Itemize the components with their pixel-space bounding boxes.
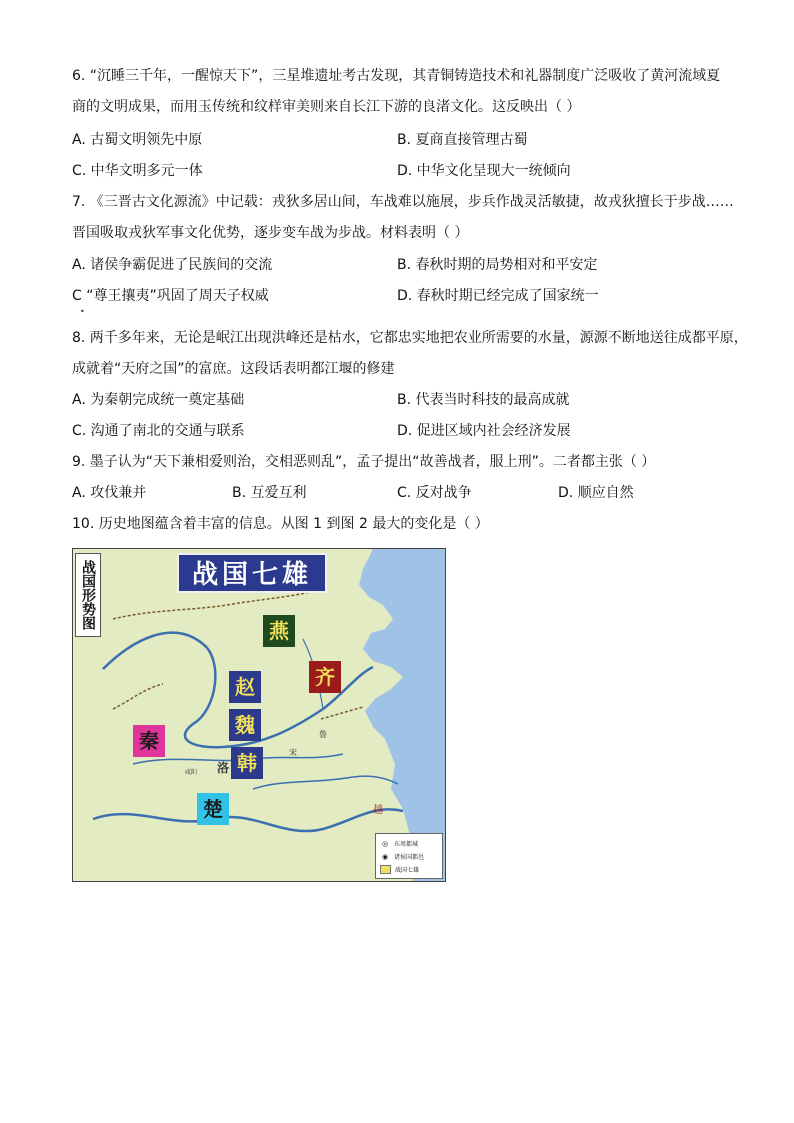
q7-option-d[interactable]: D. 春秋时期已经完成了国家统一 [397, 288, 599, 304]
q8-stem-line-2: 成就着“天府之国”的富庶。这段话表明都江堰的修建 [72, 361, 395, 377]
q6-option-b[interactable]: B. 夏商直接管理古蜀 [397, 132, 528, 148]
q8-option-a[interactable]: A. 为秦朝完成统一奠定基础 [72, 392, 245, 408]
map-side-label: 战国形势图 [75, 553, 101, 637]
state-qin: 秦 [133, 725, 165, 757]
legend-row-city [380, 850, 438, 863]
warring-states-map [72, 548, 446, 882]
q7-option-c[interactable]: C “尊王攘夷”巩固了周天子权威 [72, 288, 269, 304]
states-swatch-icon [380, 865, 391, 874]
legend-label-city: 诸侯国都邑 [394, 854, 425, 861]
q6-option-a[interactable]: A. 古蜀文明领先中原 [72, 132, 203, 148]
map-legend [375, 833, 443, 879]
legend-label-capital: 东周都城 [394, 841, 419, 848]
stray-dot-mark: • [80, 307, 85, 316]
q7-option-b[interactable]: B. 春秋时期的局势相对和平安定 [397, 257, 598, 273]
q10-stem-line-1: 10. 历史地图蕴含着丰富的信息。从图 1 到图 2 最大的变化是（ ） [72, 516, 489, 532]
state-chu: 楚 [197, 793, 229, 825]
state-han: 韩 [231, 747, 263, 779]
yangtze-river [93, 809, 403, 831]
map-title: 战国七雄 [177, 553, 327, 593]
legend-row-capital [380, 837, 438, 850]
q7-option-a[interactable]: A. 诸侯争霸促进了民族间的交流 [72, 257, 273, 273]
state-wei: 魏 [229, 709, 261, 741]
q7-stem-line-1: 7. 《三晋古文化源流》中记载：戎狄多居山间，车战难以施展，步兵作战灵活敏捷，故戎狄擅长于步战…… [72, 194, 734, 210]
state-qi: 齐 [309, 661, 341, 693]
city-symbol-icon: ◉ [381, 852, 389, 861]
q7-stem-line-2: 晋国吸取戎狄军事文化优势，逐步变车战为步战。材料表明（ ） [72, 225, 469, 241]
q9-stem-line-1: 9. 墨子认为“天下兼相爱则治，交相恶则乱”，孟子提出“故善战者，服上刑”。二者都主张（ ） [72, 454, 656, 470]
huai-river [253, 776, 398, 789]
q9-option-c[interactable]: C. 反对战争 [397, 485, 472, 501]
q8-stem-line-1: 8. 两千多年来，无论是岷江出现洪峰还是枯水，它都忠实地把农业所需要的水量，源源不断地送往成都平原， [72, 330, 748, 346]
q9-option-b[interactable]: B. 互爱互利 [232, 485, 307, 501]
legend-label-states: 战国七雄 [395, 867, 420, 874]
place-luo: 洛 [217, 761, 230, 775]
place-xianyang: 咸阳 [185, 769, 198, 776]
capital-symbol-icon: ◎ [381, 839, 389, 848]
q8-option-d[interactable]: D. 促进区域内社会经济发展 [397, 423, 571, 439]
state-yan: 燕 [263, 615, 295, 647]
place-yue: 越 [373, 805, 383, 816]
q6-stem-line-1: 6. “沉睡三千年，一醒惊天下”，三星堆遗址考古发现，其青铜铸造技术和礼器制度广泛吸收了黄河流域夏 [72, 68, 721, 84]
legend-row-states [380, 863, 438, 876]
q6-option-c[interactable]: C. 中华文明多元一体 [72, 163, 203, 179]
q6-stem-line-2: 商的文明成果，而用玉传统和纹样审美则来自长江下游的良渚文化。这反映出（ ） [72, 99, 581, 115]
state-zhao: 赵 [229, 671, 261, 703]
q8-option-b[interactable]: B. 代表当时科技的最高成就 [397, 392, 570, 408]
q6-option-d[interactable]: D. 中华文化呈现大一统倾向 [397, 163, 571, 179]
q9-option-d[interactable]: D. 顺应自然 [558, 485, 634, 501]
qi-long-wall [321, 707, 363, 719]
place-lu: 鲁 [319, 730, 327, 739]
q9-option-a[interactable]: A. 攻伐兼并 [72, 485, 147, 501]
place-song: 宋 [289, 748, 297, 757]
qin-long-wall [113, 684, 163, 709]
q8-option-c[interactable]: C. 沟通了南北的交通与联系 [72, 423, 245, 439]
